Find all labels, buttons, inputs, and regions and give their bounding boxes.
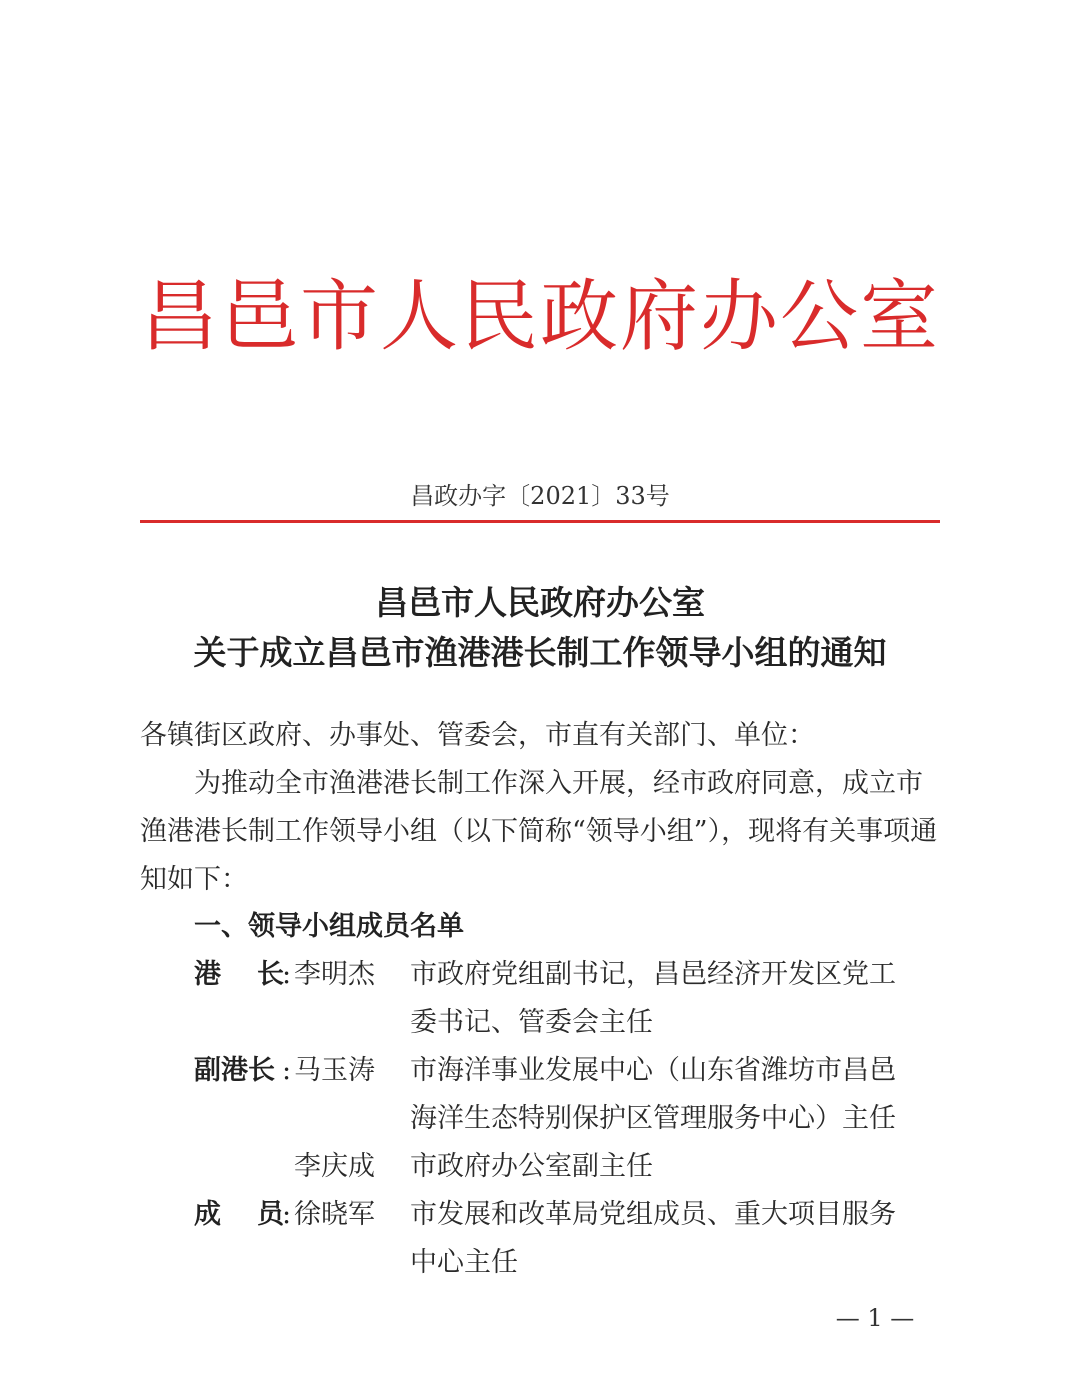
section-heading: 一、领导小组成员名单 [194,911,464,942]
document-title-line-2: 关于成立昌邑市渔港港长制工作领导小组的通知 [193,633,887,672]
document-title-line-1: 昌邑市人民政府办公室 [375,583,705,622]
member-role [194,1191,284,1239]
member-position: 市海洋事业发展中心（山东省潍坊市昌邑海洋生态特别保护区管理服务中心）主任 [410,1055,896,1134]
member-role: 副港长 [194,1055,275,1086]
member-role-colon: : [282,1199,292,1230]
member-name: 徐晓军 [294,1199,375,1230]
member-role-colon: : [282,1055,292,1086]
member-name: 李明杰 [294,959,375,990]
member-name: 马玉涛 [294,1055,375,1086]
member-role-char: 港 [194,959,221,990]
masthead: 昌邑市人民政府办公室 [139,272,940,362]
document-number: 昌政办字〔2021〕33号 [410,482,670,510]
member-row [0,951,1080,1047]
member-position: 市发展和改革局党组成员、重大项目服务中心主任 [410,1199,896,1278]
red-divider-line [140,520,940,523]
salutation: 各镇街区政府、办事处、管委会，市直有关部门、单位： [140,720,815,751]
member-role-char: 成 [194,1199,221,1230]
page-number: — 1 — [835,1304,915,1332]
member-role [194,951,284,999]
member-role-colon: : [282,959,292,990]
member-row [0,1047,1080,1143]
member-name: 李庆成 [294,1151,375,1182]
intro-paragraph: 为推动全市渔港港长制工作深入开展，经市政府同意，成立市渔港港长制工作领导小组（以下简称“领导小组”），现将有关事项通知如下： [140,768,938,895]
member-row [0,1191,1080,1287]
member-role-char: 长 [257,959,284,990]
member-row [0,1143,1080,1191]
member-position: 市政府党组副书记，昌邑经济开发区党工委书记、管委会主任 [410,959,896,1038]
member-position: 市政府办公室副主任 [410,1151,653,1182]
member-role-char: 员 [257,1199,284,1230]
